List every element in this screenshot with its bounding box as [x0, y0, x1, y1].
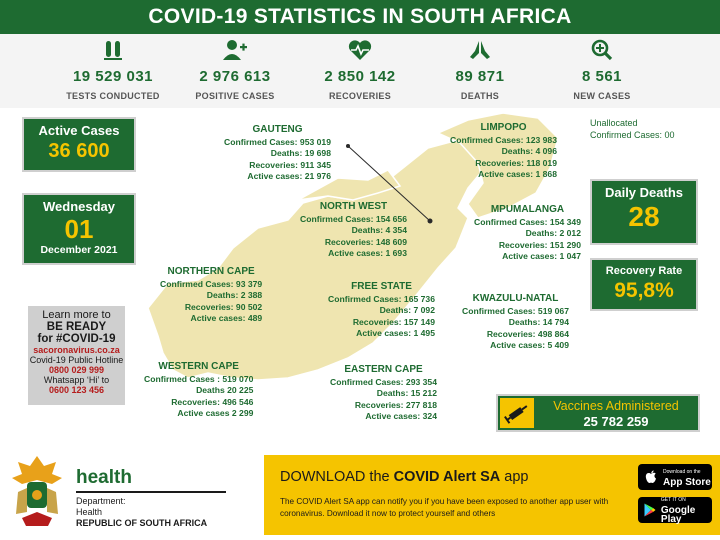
active-cases-value: 36 600	[48, 140, 110, 162]
province-western-cape	[144, 361, 253, 419]
province-confirmed: Confirmed Cases: 154 349	[474, 217, 581, 228]
stat-label: DEATHS	[460, 91, 500, 101]
province-kwazulu-natal	[462, 293, 569, 351]
province-name: LIMPOPO	[480, 122, 527, 133]
learn-line3: for #COVID-19	[37, 333, 116, 345]
stat-new-cases	[537, 34, 667, 101]
province-recoveries: Recoveries: 496 546	[171, 396, 254, 407]
app-store-label: App Store	[663, 476, 711, 488]
stat-value: 2 976 613	[199, 68, 271, 85]
stat-value: 19 529 031	[72, 68, 154, 85]
province-gauteng	[224, 124, 331, 182]
learn-line2: BE READY	[46, 321, 107, 333]
province-deaths: Deaths: 7 092	[379, 305, 435, 316]
province-limpopo	[450, 122, 557, 180]
province-eastern-cape	[330, 364, 437, 422]
province-active: Active cases: 21 976	[247, 170, 331, 181]
app-title-bold: COVID Alert SA	[393, 469, 501, 485]
dept-line2: Health	[76, 507, 103, 517]
province-deaths: Deaths: 15 212	[376, 388, 437, 399]
province-confirmed: Confirmed Cases: 93 379	[160, 279, 263, 290]
province-confirmed: Confirmed Cases: 953 019	[224, 137, 331, 148]
province-active: Active cases: 5 409	[490, 339, 569, 350]
province-free-state	[328, 281, 435, 339]
dept-line3: REPUBLIC OF SOUTH AFRICA	[76, 518, 208, 528]
province-deaths: Deaths 20 225	[196, 385, 254, 396]
province-recoveries: Recoveries: 118 019	[475, 157, 557, 168]
province-recoveries: Recoveries: 157 149	[352, 316, 435, 327]
province-deaths: Deaths: 4 096	[501, 146, 557, 157]
unallocated-value: Confirmed Cases: 00	[590, 130, 675, 140]
province-recoveries: Recoveries: 911 345	[249, 159, 331, 170]
daily-deaths-card	[590, 179, 698, 245]
province-deaths: Deaths: 2 012	[525, 228, 581, 239]
province-confirmed: Confirmed Cases: 293 354	[330, 377, 437, 388]
page-title: COVID-19 STATISTICS IN SOUTH AFRICA	[0, 0, 720, 34]
province-active: Active cases: 1 047	[502, 250, 581, 261]
app-store-button[interactable]	[638, 464, 712, 490]
province-confirmed: Confirmed Cases: 123 983	[450, 135, 557, 146]
unallocated-label: Unallocated	[590, 118, 638, 128]
province-name: KWAZULU-NATAL	[472, 293, 559, 304]
learn-more-card	[28, 306, 125, 405]
whatsapp-label: Whatsapp ‘Hi’ to	[43, 375, 110, 385]
app-title-suffix: app	[500, 469, 529, 485]
app-store-small-text: Download on the	[663, 468, 701, 475]
date-day: 01	[64, 214, 94, 244]
google-play-button[interactable]	[638, 497, 712, 523]
stat-label: TESTS CONDUCTED	[66, 91, 160, 101]
province-name: EASTERN CAPE	[344, 364, 423, 375]
google-play-small-text: GET IT ON	[660, 497, 686, 503]
active-cases-card	[22, 117, 136, 172]
province-name: FREE STATE	[351, 281, 412, 292]
recovery-rate-card	[590, 258, 698, 311]
hotline-number: 0800 029 999	[48, 365, 105, 375]
province-name: GAUTENG	[252, 124, 303, 135]
province-active: Active cases: 1 693	[328, 247, 407, 258]
province-confirmed: Confirmed Cases: 165 736	[328, 294, 435, 305]
learn-line1: Learn more to	[42, 309, 111, 321]
vaccines-card	[496, 394, 700, 432]
daily-deaths-label: Daily Deaths	[604, 185, 684, 200]
test-tubes-icon	[48, 38, 178, 62]
department-text	[76, 496, 207, 529]
province-deaths: Deaths: 14 794	[508, 317, 569, 328]
apple-icon	[642, 470, 660, 484]
province-name: MPUMALANGA	[490, 204, 565, 215]
person-plus-icon	[170, 38, 300, 62]
whatsapp-number: 0600 123 456	[48, 385, 105, 395]
learn-site-link[interactable]: sacoronavirus.co.za	[33, 345, 120, 355]
province-confirmed: Confirmed Cases: 154 656	[300, 214, 407, 225]
province-name: NORTHERN CAPE	[167, 266, 255, 277]
stats-bar	[0, 34, 720, 108]
vaccines-value: 25 782 259	[583, 414, 649, 429]
province-active: Active cases 2 299	[177, 407, 254, 418]
province-recoveries: Recoveries: 151 290	[498, 239, 581, 250]
vaccines-label: Vaccines Administered	[553, 399, 679, 413]
date-month-year: December 2021	[40, 244, 118, 256]
heart-pulse-icon	[295, 38, 425, 62]
health-wordmark: health	[76, 467, 132, 488]
date-weekday: Wednesday	[42, 199, 115, 214]
recovery-rate-value: 95,8%	[614, 279, 674, 302]
province-name: NORTH WEST	[319, 201, 388, 212]
coat-of-arms-icon	[8, 452, 66, 534]
province-active: Active cases: 489	[190, 312, 263, 323]
province-recoveries: Recoveries: 148 609	[324, 236, 407, 247]
province-north-west	[300, 201, 407, 259]
google-play-label: Google Play	[660, 505, 696, 525]
health-department-logo	[0, 448, 258, 540]
covid-alert-app-banner	[264, 455, 720, 535]
app-banner-description: The COVID Alert SA app can notify you if you have been exposed to another app user with coronavirus. Download it now to protect yourself and others	[280, 497, 609, 518]
wordmark-divider	[76, 491, 226, 493]
stat-positive	[170, 34, 300, 101]
province-deaths: Deaths: 2 388	[206, 290, 263, 301]
stat-value: 2 850 142	[324, 68, 396, 85]
stat-label: POSITIVE CASES	[195, 91, 275, 101]
stat-deaths	[415, 34, 545, 101]
app-banner-title	[280, 469, 528, 485]
province-active: Active cases: 1 495	[356, 327, 435, 338]
date-card	[22, 193, 136, 265]
dept-line1: Department:	[76, 496, 126, 506]
stat-label: NEW CASES	[573, 91, 631, 101]
province-active: Active cases: 1 868	[478, 168, 557, 179]
magnify-plus-icon	[537, 38, 667, 62]
province-confirmed: Confirmed Cases: 519 067	[462, 306, 569, 317]
praying-hands-icon	[415, 38, 545, 62]
app-title-prefix: DOWNLOAD the	[280, 469, 394, 485]
hotline-label: Covid-19 Public Hotline	[29, 355, 124, 365]
stat-recoveries	[295, 34, 425, 101]
province-deaths: Deaths: 19 698	[270, 148, 331, 159]
daily-deaths-value: 28	[628, 201, 660, 232]
stat-tests	[48, 34, 178, 101]
stat-label: RECOVERIES	[328, 91, 391, 101]
recovery-rate-label: Recovery Rate	[605, 265, 683, 277]
province-northern-cape	[160, 266, 262, 324]
syringe-icon	[500, 398, 534, 428]
province-confirmed: Confirmed Cases : 519 070	[144, 374, 254, 385]
province-deaths: Deaths: 4 354	[351, 225, 407, 236]
province-name: WESTERN CAPE	[158, 361, 239, 372]
unallocated-note	[590, 117, 675, 141]
stat-value: 8 561	[581, 68, 623, 85]
province-recoveries: Recoveries: 277 818	[354, 399, 437, 410]
province-active: Active cases: 324	[365, 410, 437, 421]
stat-value: 89 871	[455, 68, 505, 85]
active-cases-label: Active Cases	[38, 123, 120, 138]
province-recoveries: Recoveries: 498 864	[486, 328, 569, 339]
province-mpumalanga	[474, 204, 581, 262]
province-recoveries: Recoveries: 90 502	[184, 301, 263, 312]
google-play-icon	[642, 503, 658, 517]
